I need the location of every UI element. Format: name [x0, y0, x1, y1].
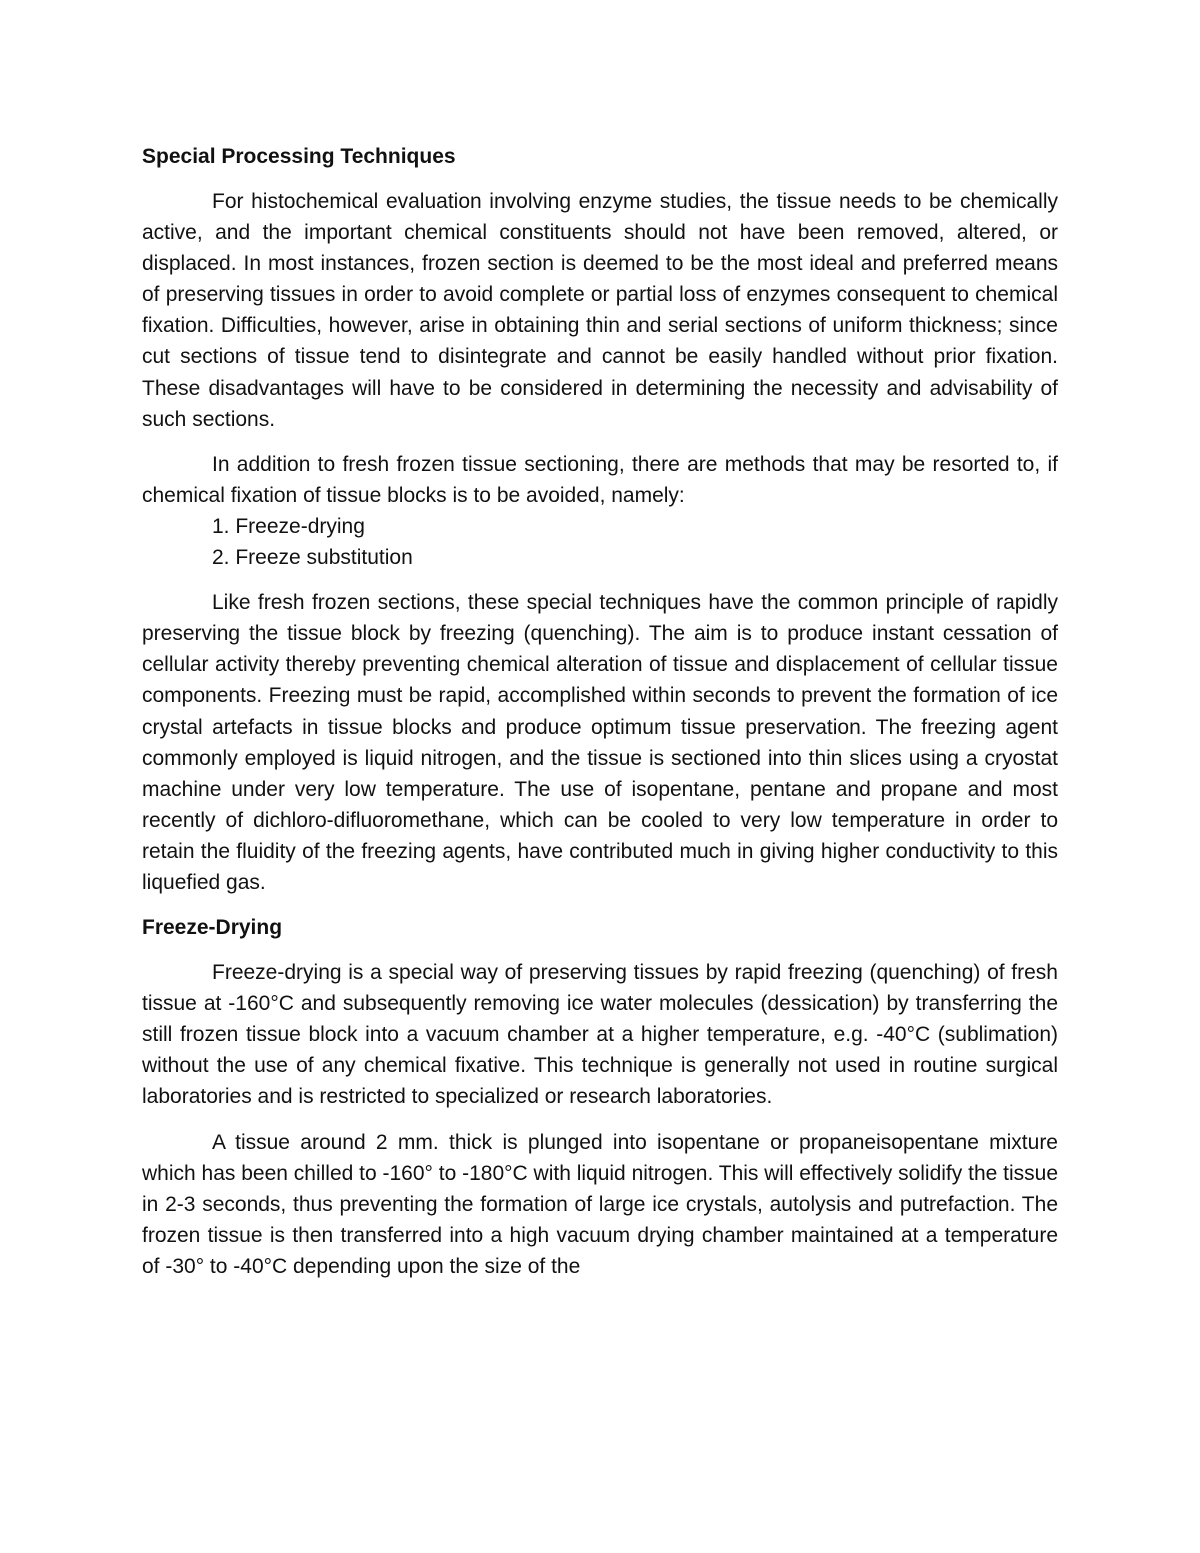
paragraph-common-principle: Like fresh frozen sections, these special techniques have the common principle of rapidly preserving the tissue block by freezing (quenching). The aim is to produce instant cessation of cellular activity thereby preventing chemical alteration of tissue and displacement of cellular tissue components. Freezing must be rapid, accomplished within seconds to prevent the formation of ice crystal artefacts in tissue blocks and produce optimum tissue preservation. The freezing agent commonly employed is liquid nitrogen, and the tissue is sectioned into thin slices using a cryostat machine under very low temperature. The use of isopentane, pentane and propane and most recently of dichloro-difluoromethane, which can be cooled to very low temperature in order to retain the fluidity of the freezing agents, have contributed much in giving higher conductivity to this liquefied gas.: [142, 591, 1058, 894]
paragraph-freeze-drying-definition: Freeze-drying is a special way of preserving tissues by rapid freezing (quenching) of fresh tissue at -160°C and subsequently removing ice water molecules (dessication) by transferring the still frozen tissue block into a vacuum chamber at a higher temperature, e.g. -40°C (sublimation) without the use of any chemical fixative. This technique is generally not used in routine surgical laboratories and is restricted to specialized or research laboratories.: [142, 961, 1058, 1109]
section-heading-special-processing: Special Processing Techniques: [142, 145, 456, 168]
paragraph-histochemical-evaluation: For histochemical evaluation involving enzyme studies, the tissue needs to be chemically active, and the important chemical constituents should not have been removed, altered, or displaced. In most instances, frozen section is deemed to be the most ideal and preferred means of preserving tissues in order to avoid complete or partial loss of enzymes consequent to chemical fixation. Difficulties, however, arise in obtaining thin and serial sections of uniform thickness; since cut sections of tissue tend to disintegrate and cannot be easily handled without prior fixation. These disadvantages will have to be considered in determining the necessity and advisability of such sections.: [142, 190, 1058, 431]
document-page: [142, 141, 1058, 1282]
list-item-freeze-drying: 1. Freeze-drying: [212, 514, 365, 538]
paragraph-freeze-drying-procedure: A tissue around 2 mm. thick is plunged into isopentane or propaneisopentane mixture which has been chilled to -160° to -180°C with liquid nitrogen. This will effectively solidify the tissue in 2-3 seconds, thus preventing the formation of large ice crystals, autolysis and putrefaction. The frozen tissue is then transferred into a high vacuum drying chamber maintained at a temperature of -30° to -40°C depending upon the size of the: [142, 1130, 1058, 1278]
list-item-freeze-substitution: 2. Freeze substitution: [212, 546, 413, 570]
paragraph-alternative-methods: In addition to fresh frozen tissue sectioning, there are methods that may be resorted to, if chemical fixation of tissue blocks is to be avoided, namely:: [142, 452, 1058, 507]
section-heading-freeze-drying: Freeze-Drying: [142, 916, 283, 940]
